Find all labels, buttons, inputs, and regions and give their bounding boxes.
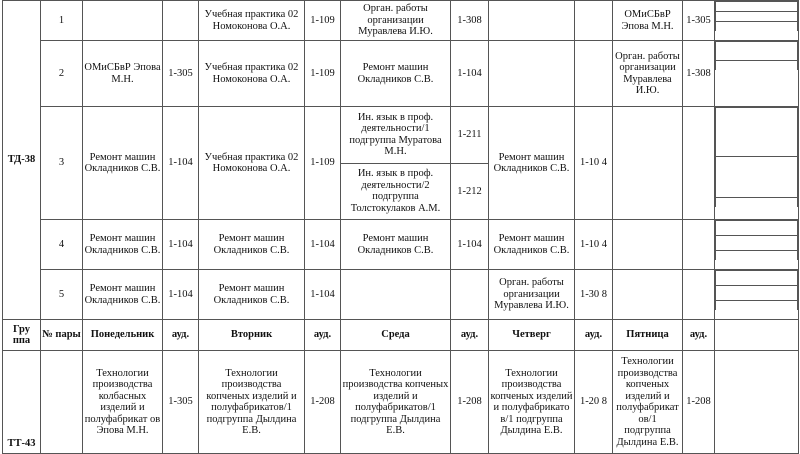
tuesday-room: 1-109	[305, 107, 341, 220]
wednesday-cell	[341, 107, 451, 220]
table-row	[3, 351, 799, 454]
wednesday-room: 1-208	[451, 351, 489, 454]
wednesday-subgroup-1: Ин. язык в проф. деятельности/1 подгруппа Муратова М.Н.	[341, 107, 450, 164]
header-monday: Понедельник	[83, 320, 163, 351]
tuesday-cell: Учебная практика 02 Номоконова О.А.	[199, 1, 305, 41]
monday-cell: Ремонт машин Окладников С.В.	[83, 107, 163, 220]
wednesday-room	[451, 270, 489, 320]
header-room: ауд.	[683, 320, 715, 351]
tuesday-room: 1-208	[305, 351, 341, 454]
friday-room: 1-208	[683, 351, 715, 454]
friday-cell	[613, 220, 683, 270]
thursday-cell: Орган. работы организации Муравлева И.Ю.	[489, 270, 575, 320]
table-row	[3, 220, 799, 270]
thursday-cell	[489, 1, 575, 41]
table-row	[3, 107, 799, 220]
table-row	[3, 270, 799, 320]
thursday-cell: Технологии производства копченых изделий и полуфабрикато в/1 подгруппа Дылдина Е.В.	[489, 351, 575, 454]
monday-cell: Технологии производства колбасных изделий и полуфабрикат ов Эпова М.Н.	[83, 351, 163, 454]
wednesday-cell: Технологии производства копченых изделий и полуфабрикатов/1 подгруппа Дылдина Е.В.	[341, 351, 451, 454]
wednesday-room: 1-104	[451, 41, 489, 107]
monday-room: 1-104	[163, 107, 199, 220]
monday-room: 1-104	[163, 270, 199, 320]
wednesday-room: 1-308	[451, 1, 489, 41]
extra-column	[715, 351, 799, 454]
tuesday-cell: Учебная практика 02 Номоконова О.А.	[199, 41, 305, 107]
table-header-row	[3, 320, 799, 351]
wednesday-room: 1-104	[451, 220, 489, 270]
thursday-room: 1-20 8	[575, 351, 613, 454]
thursday-cell: Ремонт машин Окладников С.В.	[489, 107, 575, 220]
tuesday-room: 1-104	[305, 220, 341, 270]
schedule-table	[2, 0, 799, 454]
header-pair-number: № пары	[41, 320, 83, 351]
wednesday-cell: Орган. работы организации Муравлева И.Ю.	[341, 1, 451, 41]
monday-room: 1-305	[163, 41, 199, 107]
extra-column	[715, 270, 799, 320]
monday-cell: ОМиСБвР Эпова М.Н.	[83, 41, 163, 107]
tuesday-room: 1-104	[305, 270, 341, 320]
wednesday-room-1: 1-211	[451, 107, 488, 164]
friday-room	[683, 270, 715, 320]
extra-column	[715, 220, 799, 270]
friday-room	[683, 107, 715, 220]
group-cell: ТТ-43	[3, 351, 41, 454]
wednesday-cell: Ремонт машин Окладников С.В.	[341, 41, 451, 107]
table-row	[3, 1, 799, 41]
header-room: ауд.	[451, 320, 489, 351]
header-tuesday: Вторник	[199, 320, 305, 351]
tuesday-cell: Учебная практика 02 Номоконова О.А.	[199, 107, 305, 220]
friday-cell: Орган. работы организации Муравлева И.Ю.	[613, 41, 683, 107]
tuesday-cell: Ремонт машин Окладников С.В.	[199, 270, 305, 320]
tuesday-room: 1-109	[305, 1, 341, 41]
thursday-cell: Ремонт машин Окладников С.В.	[489, 220, 575, 270]
friday-cell: Технологии производства копченых изделий и полуфабрикат ов/1 подгруппа Дылдина Е.В.	[613, 351, 683, 454]
header-room: ауд.	[575, 320, 613, 351]
wednesday-room-2: 1-212	[457, 185, 482, 197]
monday-cell: Ремонт машин Окладников С.В.	[83, 220, 163, 270]
thursday-room: 1-10 4	[575, 220, 613, 270]
header-group: Гру ппа	[3, 320, 41, 351]
pair-number: 1	[41, 1, 83, 41]
monday-cell: Ремонт машин Окладников С.В.	[83, 270, 163, 320]
tuesday-cell: Технологии производства копченых изделий и полуфабрикатов/1 подгруппа Дылдина Е.В.	[199, 351, 305, 454]
header-room: ауд.	[163, 320, 199, 351]
extra-column	[715, 1, 799, 41]
pair-number: 4	[41, 220, 83, 270]
monday-cell	[83, 1, 163, 41]
table-row	[3, 41, 799, 107]
wednesday-subgroup-2: Ин. язык в проф. деятельности/2 подгруппа Толстокулаков А.М.	[350, 168, 441, 214]
monday-room: 1-104	[163, 220, 199, 270]
friday-room: 1-308	[683, 41, 715, 107]
tuesday-cell: Ремонт машин Окладников С.В.	[199, 220, 305, 270]
friday-room	[683, 220, 715, 270]
pair-number: 5	[41, 270, 83, 320]
header-room: ауд.	[305, 320, 341, 351]
friday-cell	[613, 107, 683, 220]
monday-room: 1-305	[163, 351, 199, 454]
wednesday-cell	[341, 270, 451, 320]
wednesday-room	[451, 107, 489, 220]
friday-room: 1-305	[683, 1, 715, 41]
header-friday: Пятница	[613, 320, 683, 351]
monday-room	[163, 1, 199, 41]
pair-number	[41, 351, 83, 454]
group-cell: ТД-38	[3, 1, 41, 320]
thursday-room: 1-30 8	[575, 270, 613, 320]
pair-number: 2	[41, 41, 83, 107]
extra-column	[715, 107, 799, 220]
friday-cell	[613, 270, 683, 320]
thursday-room	[575, 41, 613, 107]
extra-column	[715, 41, 799, 107]
friday-cell: ОМиСБвР Эпова М.Н.	[613, 1, 683, 41]
header-thursday: Четверг	[489, 320, 575, 351]
header-extra	[715, 320, 799, 351]
header-wednesday: Среда	[341, 320, 451, 351]
thursday-room	[575, 1, 613, 41]
pair-number: 3	[41, 107, 83, 220]
wednesday-cell: Ремонт машин Окладников С.В.	[341, 220, 451, 270]
thursday-cell	[489, 41, 575, 107]
tuesday-room: 1-109	[305, 41, 341, 107]
thursday-room: 1-10 4	[575, 107, 613, 220]
